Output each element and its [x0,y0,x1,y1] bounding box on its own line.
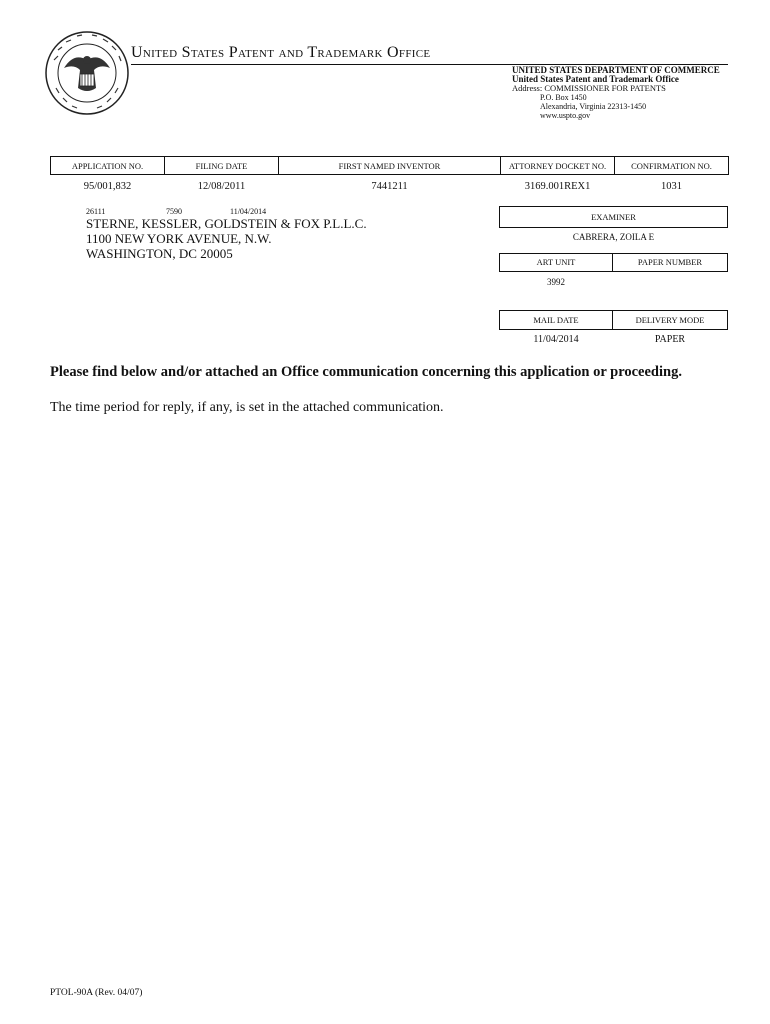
column-header-confirmation-no: CONFIRMATION NO. [615,157,729,175]
firm-name: STERNE, KESSLER, GOLDSTEIN & FOX P.L.L.C. [86,216,367,231]
office-title: United States Patent and Trademark Office [131,44,431,61]
mail-date-label: MAIL DATE [499,310,613,330]
correspondence-code: 7590 [166,207,182,216]
column-header-attorney-docket-no: ATTORNEY DOCKET NO. [501,157,615,175]
street-address: 1100 NEW YORK AVENUE, N.W. [86,231,272,246]
delivery-mode-value: PAPER [654,334,686,345]
examiner-name: CABRERA, ZOILA E [572,232,655,242]
column-header-filing-date: FILING DATE [165,157,279,175]
form-id: PTOL-90A (Rev. 04/07) [50,988,143,998]
first-named-inventor: 7441211 [371,181,408,192]
attorney-docket-no: 3169.001REX1 [524,181,591,192]
examiner-label: EXAMINER [499,206,728,228]
paper-number-label: PAPER NUMBER [612,253,728,272]
office-communication-notice: Please find below and/or attached an Office communication concerning this application or proceeding. [50,364,682,380]
table-row [51,175,729,194]
website: www.uspto.gov [540,111,591,120]
filing-date: 12/08/2011 [197,181,246,192]
po-box: P.O. Box 1450 [540,93,587,102]
department-name: UNITED STATES DEPARTMENT OF COMMERCE [512,65,720,75]
mail-date-value: 11/04/2014 [533,334,579,345]
column-header-first-named-inventor: FIRST NAMED INVENTOR [279,157,501,175]
address-line: Address: COMMISSIONER FOR PATENTS [512,83,666,93]
column-header-application-no: APPLICATION NO. [51,157,165,175]
reply-period-text: The time period for reply, if any, is set in the attached communication. [50,400,444,415]
table-header-row [51,157,729,175]
art-unit-label: ART UNIT [499,253,613,272]
city-state: Alexandria, Virginia 22313-1450 [540,102,647,111]
agency-name: United States Patent and Trademark Office [512,74,679,84]
art-unit-value: 3992 [547,277,565,287]
delivery-mode-label: DELIVERY MODE [612,310,728,330]
uspto-seal-icon [44,30,130,116]
department-block [512,66,720,120]
correspondence-address [86,216,367,261]
confirmation-no: 1031 [661,181,682,192]
correspondence-date: 11/04/2014 [230,207,267,216]
application-info-table [50,156,729,193]
customer-number: 26111 [86,207,106,216]
city-address: WASHINGTON, DC 20005 [86,246,233,261]
application-no: 95/001,832 [83,181,132,192]
